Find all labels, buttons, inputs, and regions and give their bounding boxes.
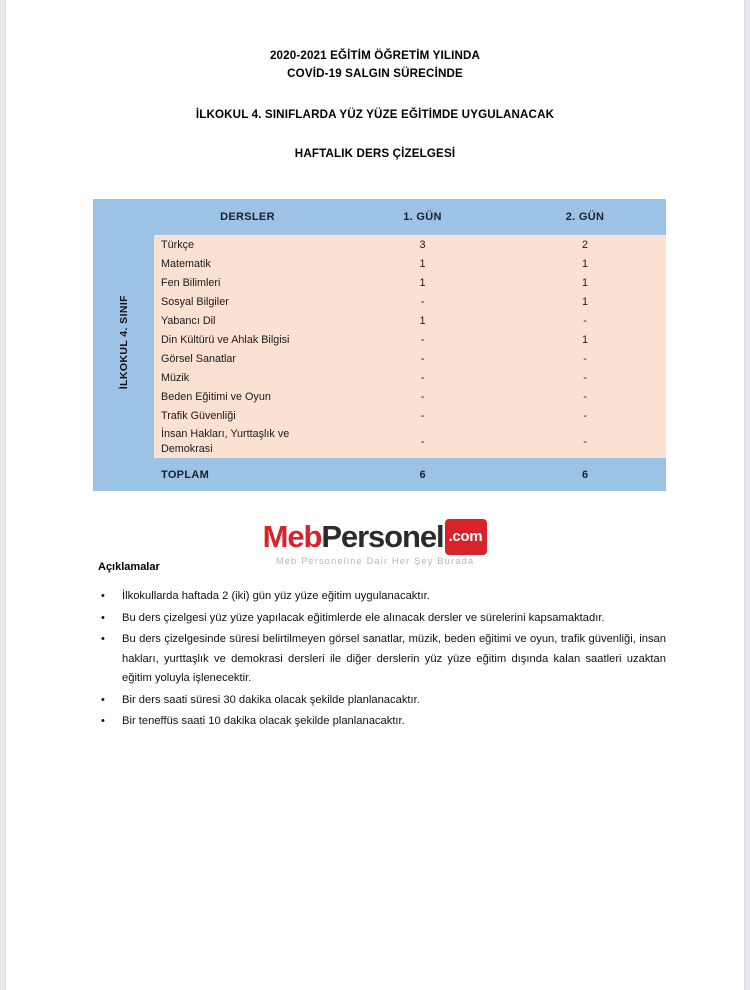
explanation-text: Bir ders saati süresi 30 dakika olacak şekilde planlanacaktır. [122, 693, 420, 706]
day2-hours-cell: 2 [504, 235, 666, 254]
day1-hours-cell: - [341, 349, 504, 368]
bullet-icon: • [101, 693, 105, 706]
document-page [6, 0, 744, 990]
day2-hours-cell: 1 [504, 292, 666, 311]
day1-hours-cell: 1 [341, 311, 504, 330]
lesson-name-cell: İnsan Hakları, Yurttaşlık ve Demokrasi [154, 425, 341, 458]
explanation-text: İlkokullarda haftada 2 (iki) gün yüz yüze eğitim uygulanacaktır. [122, 590, 430, 602]
table-row [93, 368, 666, 387]
day2-hours-cell: - [504, 425, 666, 458]
column-header-day2: 2. GÜN [504, 199, 666, 235]
table-row [93, 292, 666, 311]
day2-hours-cell: - [504, 349, 666, 368]
title-line-1: 2020-2021 EĞİTİM ÖĞRETİM YILINDA [269, 49, 481, 62]
table-row [93, 349, 666, 368]
day1-hours-cell: 3 [341, 235, 504, 254]
explanation-item [98, 691, 666, 711]
document-title-block [6, 47, 744, 163]
table-row [93, 387, 666, 406]
mebpersonel-logo [6, 519, 744, 566]
explanations-list [98, 587, 666, 732]
day2-hours-cell: - [504, 311, 666, 330]
logo-badge-com: .com [445, 519, 488, 555]
lesson-name-cell: Matematik [154, 254, 341, 273]
table-row [93, 235, 666, 254]
table-header-row [93, 199, 666, 235]
table-row [93, 311, 666, 330]
grade-level-label: İLKOKUL 4. SINIF [117, 295, 130, 390]
explanation-item [98, 587, 666, 607]
title-line-3: İLKOKUL 4. SINIFLARDA YÜZ YÜZE EĞİTİMDE UYGULANACAK [195, 108, 555, 121]
logo-tagline: Meb Personeline Dair Her Şey Burada [275, 556, 475, 566]
grade-level-label-cell [93, 199, 154, 491]
title-line-2: COVİD-19 SALGIN SÜRECİNDE [287, 67, 463, 80]
explanations-section [98, 561, 666, 734]
logo-text-personel: Personel [321, 519, 444, 554]
day1-hours-cell: - [341, 292, 504, 311]
day1-hours-cell: - [341, 406, 504, 425]
lesson-name-cell: Müzik [154, 368, 341, 387]
bullet-icon: • [101, 611, 105, 624]
day2-hours-cell: - [504, 368, 666, 387]
column-header-lessons: DERSLER [154, 199, 341, 235]
table-total-row [93, 458, 666, 491]
day2-hours-cell: 1 [504, 330, 666, 349]
bullet-icon: • [101, 715, 105, 727]
table-row [93, 273, 666, 292]
explanation-text: Bu ders çizelgesi yüz yüze yapılacak eğitimlerde ele alınacak dersler ve sürelerini kapsamaktadır. [122, 611, 605, 624]
lesson-name-cell: Görsel Sanatlar [154, 349, 341, 368]
bullet-icon: • [101, 633, 105, 645]
bullet-icon: • [101, 590, 105, 602]
lesson-name-cell: Türkçe [154, 235, 341, 254]
lesson-name-cell: Trafik Güvenliği [154, 406, 341, 425]
day1-hours-cell: - [341, 330, 504, 349]
total-day1-cell: 6 [341, 458, 504, 491]
day1-hours-cell: - [341, 387, 504, 406]
day2-hours-cell: 1 [504, 254, 666, 273]
weekly-schedule-table [93, 199, 666, 491]
lesson-name-cell: Fen Bilimleri [154, 273, 341, 292]
explanation-text: Bir teneffüs saati 10 dakika olacak şekilde planlanacaktır. [122, 715, 405, 727]
day2-hours-cell: 1 [504, 273, 666, 292]
total-day2-cell: 6 [504, 458, 666, 491]
table-row [93, 406, 666, 425]
explanation-item [98, 712, 666, 732]
day1-hours-cell: - [341, 425, 504, 458]
logo-wordmark [6, 519, 744, 555]
explanation-text: Bu ders çizelgesinde süresi belirtilmeyen görsel sanatlar, müzik, beden eğitimi ve oyun, trafik güvenliği, insan hakları, yurttaşlık ve demokrasi dersleri ile diğer derslerin yüz yüze eğitim dışında kalan saatleri uzaktan eğitim yoluyla işlenecektir. [122, 633, 666, 684]
total-label-cell: TOPLAM [154, 458, 341, 491]
day2-hours-cell: - [504, 406, 666, 425]
table-row [93, 425, 666, 458]
day1-hours-cell: 1 [341, 273, 504, 292]
day2-hours-cell: - [504, 387, 666, 406]
explanation-item [98, 609, 666, 629]
day1-hours-cell: 1 [341, 254, 504, 273]
column-header-day1: 1. GÜN [341, 199, 504, 235]
lesson-name-cell: Yabancı Dil [154, 311, 341, 330]
explanation-item [98, 630, 666, 689]
title-line-4: HAFTALIK DERS ÇİZELGESİ [294, 147, 456, 160]
logo-text-meb: Meb [262, 519, 322, 554]
table-row [93, 330, 666, 349]
table-row [93, 254, 666, 273]
lesson-name-cell: Beden Eğitimi ve Oyun [154, 387, 341, 406]
explanations-heading: Açıklamalar [98, 561, 160, 573]
lesson-name-cell: Din Kültürü ve Ahlak Bilgisi [154, 330, 341, 349]
lesson-name-cell: Sosyal Bilgiler [154, 292, 341, 311]
day1-hours-cell: - [341, 368, 504, 387]
